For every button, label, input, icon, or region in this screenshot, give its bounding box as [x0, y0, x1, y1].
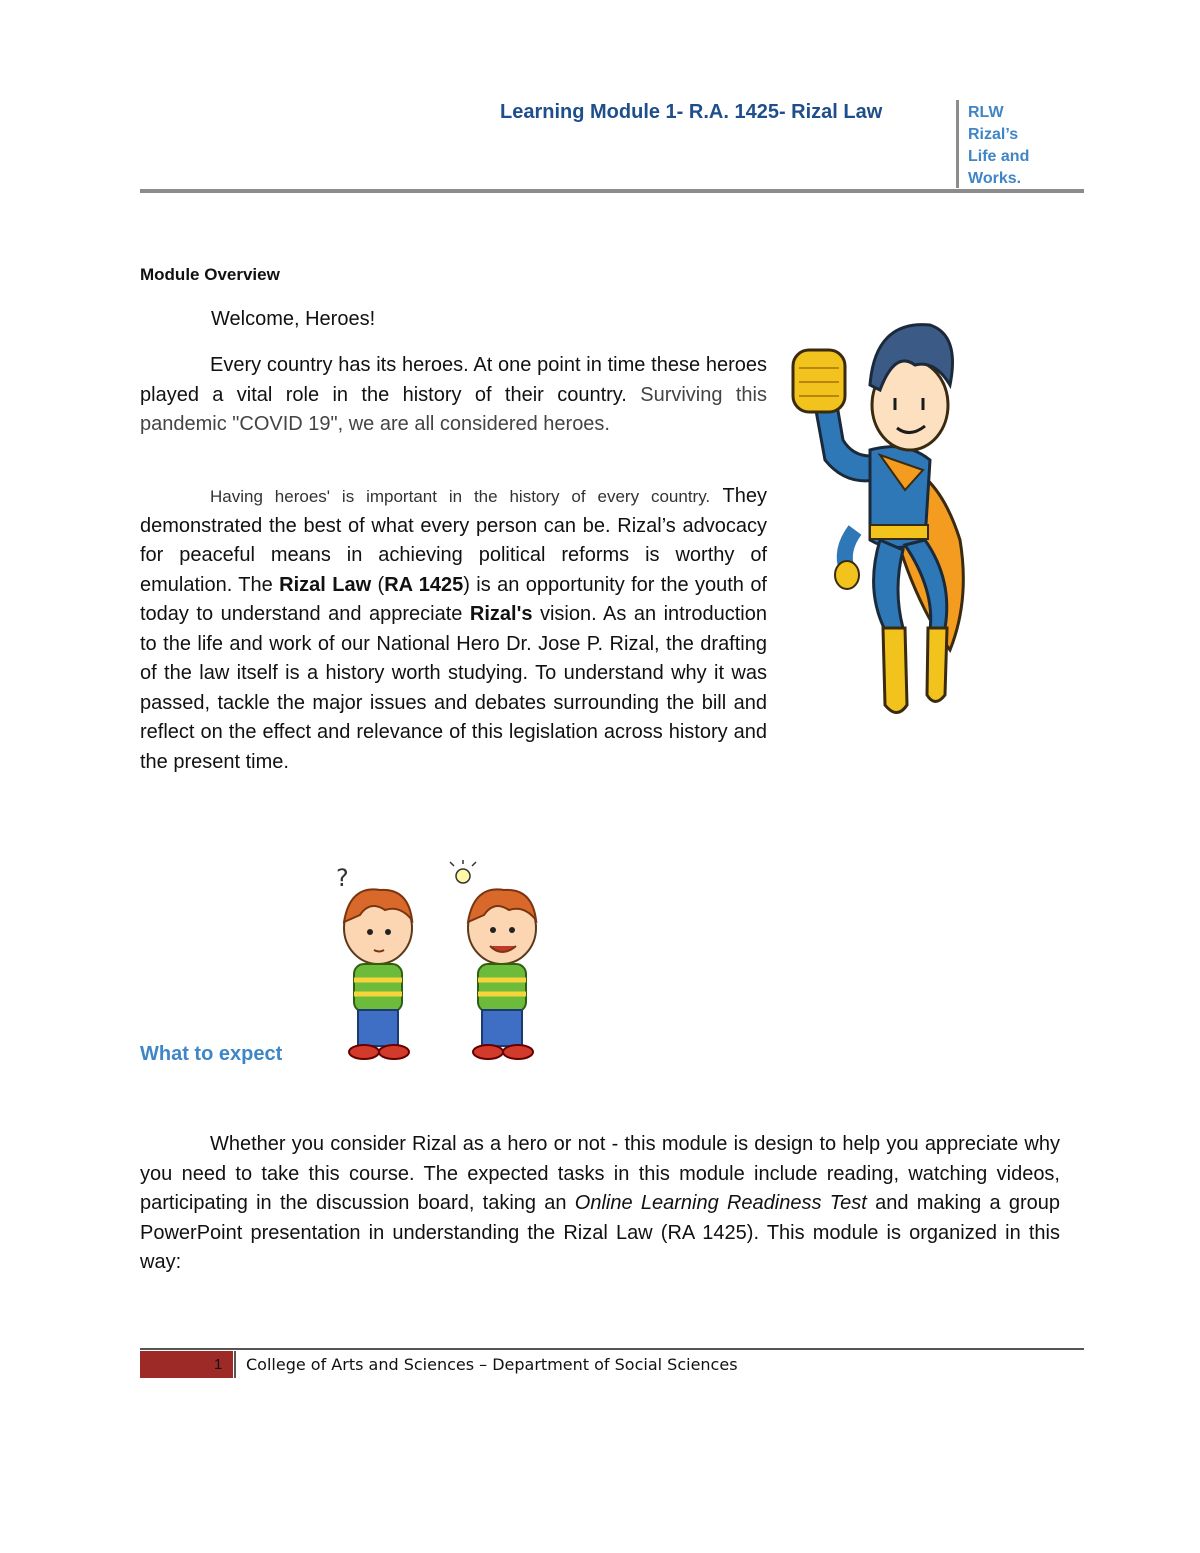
- p3-italic-test: Online Learning Readiness Test: [574, 1192, 867, 1214]
- question-mark-icon: ?: [336, 864, 349, 892]
- p2-text-e: vision. As an introduction to the life and work of our National Hero Dr. Jose P. Rizal, the drafting of the law itself is a history worth studying. To understand why it was passed, tackle the major issues and debates surrounding the bill and reflect on the effect and relevance of this legislation across history and the present time.: [140, 603, 768, 773]
- superhero-illustration: [785, 310, 995, 730]
- p2-text-c: (: [371, 573, 385, 596]
- footer-divider: [234, 1351, 236, 1378]
- p1-text-b: Surviving this pandemic "COVID 19", we are all considered heroes.: [140, 383, 767, 435]
- p1-text-a: Every country has its heroes. At one point in time these heroes played a vital role in the history of their country.: [140, 354, 767, 406]
- footer-department: College of Arts and Sciences – Department of Social Sciences: [246, 1355, 738, 1374]
- overview-paragraph-2: [140, 482, 767, 777]
- p2-bold-rizals: Rizal's: [469, 603, 533, 625]
- course-label: [968, 102, 1029, 190]
- section-heading-expect: What to expect: [140, 1043, 283, 1065]
- header-divider: [956, 100, 959, 188]
- thinking-kids-illustration: [330, 860, 565, 1065]
- p2-bold-rizal-law: Rizal Law: [279, 573, 372, 596]
- p2-text-a: Having heroes' is important in the history of every country.: [210, 487, 711, 506]
- p2-bold-ra: RA 1425: [384, 573, 464, 596]
- kid-idea: [468, 889, 536, 1059]
- header-rule: [140, 189, 1084, 193]
- expect-paragraph: [140, 1130, 1060, 1278]
- course-label-line: Rizal’s: [968, 126, 1019, 143]
- course-label-line: Works.: [968, 170, 1022, 187]
- kid-thinking: [344, 889, 412, 1059]
- module-title: Learning Module 1- R.A. 1425- Rizal Law: [500, 101, 883, 123]
- footer-rule: [140, 1348, 1084, 1350]
- p2-text-d: ) is an opportunity for the youth of today to understand and appreciate: [140, 573, 767, 625]
- course-label-line: RLW: [968, 104, 1004, 121]
- page-number: 1: [214, 1356, 223, 1373]
- welcome-line: Welcome, Heroes!: [211, 308, 376, 330]
- p3-text-a: Whether you consider Rizal as a hero or not - this module is design to help you appreciate why you need to take this course. The expected tasks in this module include reading, watching videos, participating in the discussion board, taking an: [140, 1133, 1060, 1214]
- overview-paragraph-1: [140, 351, 767, 440]
- p2-text-b: They demonstrated the best of what every person can be. Rizal’s advocacy for peaceful means in achieving political reforms is worthy of emulation. The: [140, 485, 767, 596]
- course-label-line: Life and: [968, 148, 1030, 165]
- lightbulb-icon: [450, 860, 476, 883]
- section-heading-overview: Module Overview: [140, 265, 280, 284]
- p3-text-b: and making a group PowerPoint presentation in understanding the Rizal Law (RA 1425). This module is organized in this way:: [140, 1192, 1061, 1273]
